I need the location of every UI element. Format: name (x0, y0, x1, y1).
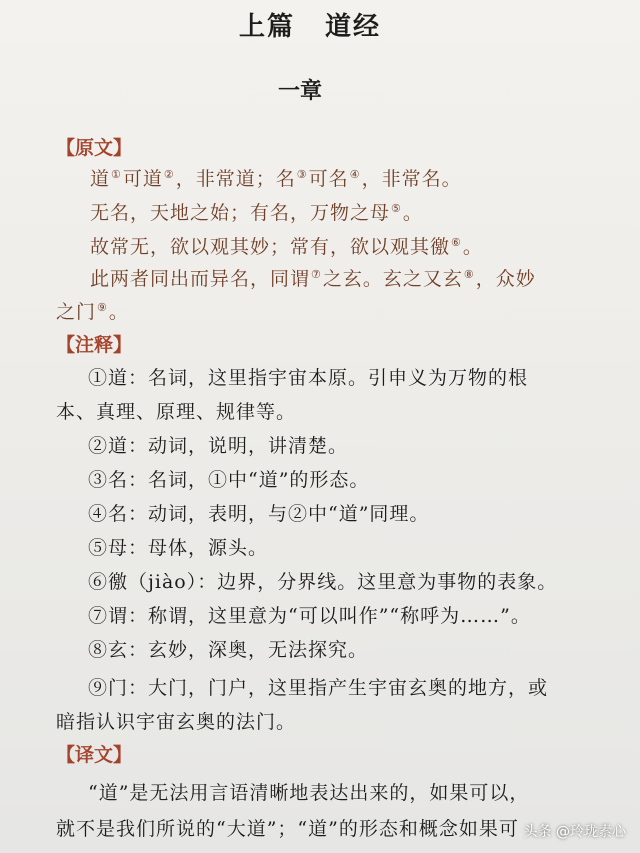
note-line-6: ⑤母：母体，源头。 (88, 537, 269, 559)
note-line-7: ⑥徼（jiào）：边界，分界线。这里意为事物的表象。 (88, 571, 558, 593)
note-line-2: 本、真理、原理、规律等。 (56, 401, 297, 423)
note-line-9: ⑧玄：玄妙，深奥，无法探究。 (88, 639, 369, 661)
part-title (0, 6, 620, 43)
original-text-heading: 【原文】 (56, 137, 133, 159)
original-line-5: 之门⑨。 (56, 301, 129, 323)
original-line-1: 道①可道②，非常道；名③可名④，非常名。 (90, 168, 462, 190)
notes-heading: 【注释】 (56, 334, 133, 356)
translation-line-1: “道”是无法用言语清晰地表达出来的，如果可以， (88, 782, 530, 804)
original-line-4: 此两者同出而异名，同谓⑦之玄。玄之又玄⑧，众妙 (90, 268, 536, 290)
part-label: 上篇 (238, 12, 295, 42)
note-line-3: ②道：动词，说明，讲清楚。 (88, 435, 349, 457)
translation-heading: 【译文】 (56, 744, 133, 766)
watermark: 头条 @玲珑素心 (523, 824, 626, 840)
note-line-10: ⑨门：大门，门户，这里指产生宇宙玄奥的地方，或 (88, 677, 549, 699)
note-line-11: 暗指认识宇宙玄奥的法门。 (56, 711, 297, 733)
note-line-5: ④名：动词，表明，与②中“道”同理。 (88, 503, 430, 525)
note-line-4: ③名：名词，①中“道”的形态。 (88, 469, 370, 491)
translation-line-2: 就不是我们所说的“大道”；“道”的形态和概念如果可 (56, 818, 519, 840)
original-line-2: 无名，天地之始；有名，万物之母⑤。 (90, 202, 423, 224)
note-line-1: ①道：名词，这里指宇宙本原。引申义为万物的根 (88, 367, 529, 389)
original-line-3: 故常无，欲以观其妙；常有，欲以观其徼⑥。 (90, 236, 483, 258)
note-line-8: ⑦谓：称谓，这里意为“可以叫作”“称呼为……”。 (88, 605, 531, 627)
chapter-title: 一章 (277, 78, 322, 104)
part-name: 道经 (325, 12, 382, 42)
